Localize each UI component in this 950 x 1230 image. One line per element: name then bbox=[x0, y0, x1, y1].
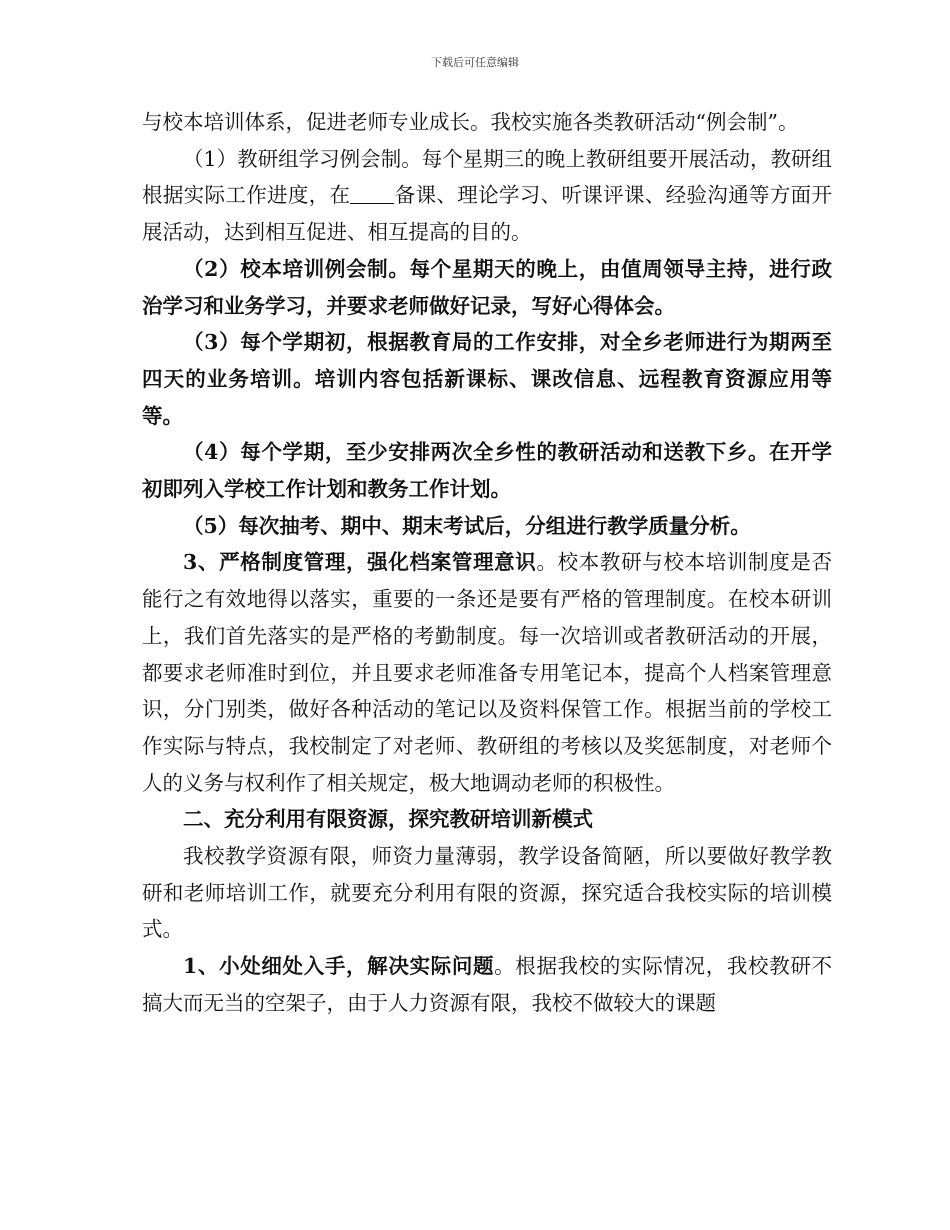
paragraph-intro: 与校本培训体系，促进老师专业成长。我校实施各类教研活动“例会制”。 bbox=[142, 110, 799, 134]
paragraph-item-1-text-b: 备课、理论学习、听课评课、经验沟通等方面开展活动，达到相互促进、相互提高的目的。 bbox=[142, 183, 833, 245]
section-3-heading: 3、严格制度管理，强化档案管理意识 bbox=[183, 550, 537, 575]
fill-in-blank bbox=[350, 183, 394, 204]
paragraph-item-1-text-a: （1）教研组学习例会制。每个星期三的晚上教研组要开展活动，教研组根据实际工作进度，在 bbox=[142, 146, 832, 208]
paragraph-item-5: （5）每次抽考、期中、期末考试后，分组进行教学质量分析。 bbox=[183, 513, 751, 538]
paragraph-item-1 bbox=[142, 141, 832, 251]
subsection-1-heading: 1、小处细处入手，解决实际问题 bbox=[183, 954, 495, 979]
heading-part-2: 二、充分利用有限资源，探究教研培训新模式 bbox=[183, 807, 593, 832]
subsection-1-text: 。根据我校的实际情况，我校教研不搞大而无当的空架子，由于人力资源有限，我校不做较大的课题 bbox=[142, 954, 833, 1015]
paragraph-item-2: （2）校本培训例会制。每个星期天的晚上，由值周领导主持，进行政治学习和业务学习，并要求老师做好记录，写好心得体会。 bbox=[142, 256, 832, 318]
paragraph-part-2-intro: 我校教学资源有限，师资力量薄弱，教学设备简陋，所以要做好教学教研和老师培训工作，就要充分利用有限的资源，探究适合我校实际的培训模式。 bbox=[142, 844, 832, 942]
paragraph-item-4: （4）每个学期，至少安排两次全乡性的教研活动和送教下乡。在开学初即列入学校工作计划和教务工作计划。 bbox=[142, 440, 832, 502]
paragraph-item-3: （3）每个学期初，根据教育局的工作安排，对全乡老师进行为期两至四天的业务培训。培训内容包括新课标、课改信息、远程教育资源应用等等。 bbox=[142, 330, 832, 428]
page-header: 下载后可任意编辑 bbox=[431, 56, 519, 69]
section-3-text: 。校本教研与校本培训制度是否能行之有效地得以落实，重要的一条还是要有严格的管理制度。在校本研训上，我们首先落实的是严格的考勤制度。每一次培训或者教研活动的开展，都要求老师准时到位，并且要求老师准备专用笔记本，提高个人档案管理意识，分门别类，做好各种活动的笔记以及资料保管工作。根据当前的学校工作实际与特点，我校制定了对老师、教研组的考核以及奖惩制度，对老师个人的义务与权利作了相关规定，极大地调动老师的积极性。 bbox=[142, 550, 833, 795]
paragraph-section-3 bbox=[142, 544, 832, 801]
paragraph-subsection-1 bbox=[142, 948, 832, 1021]
document-body bbox=[142, 104, 832, 1022]
